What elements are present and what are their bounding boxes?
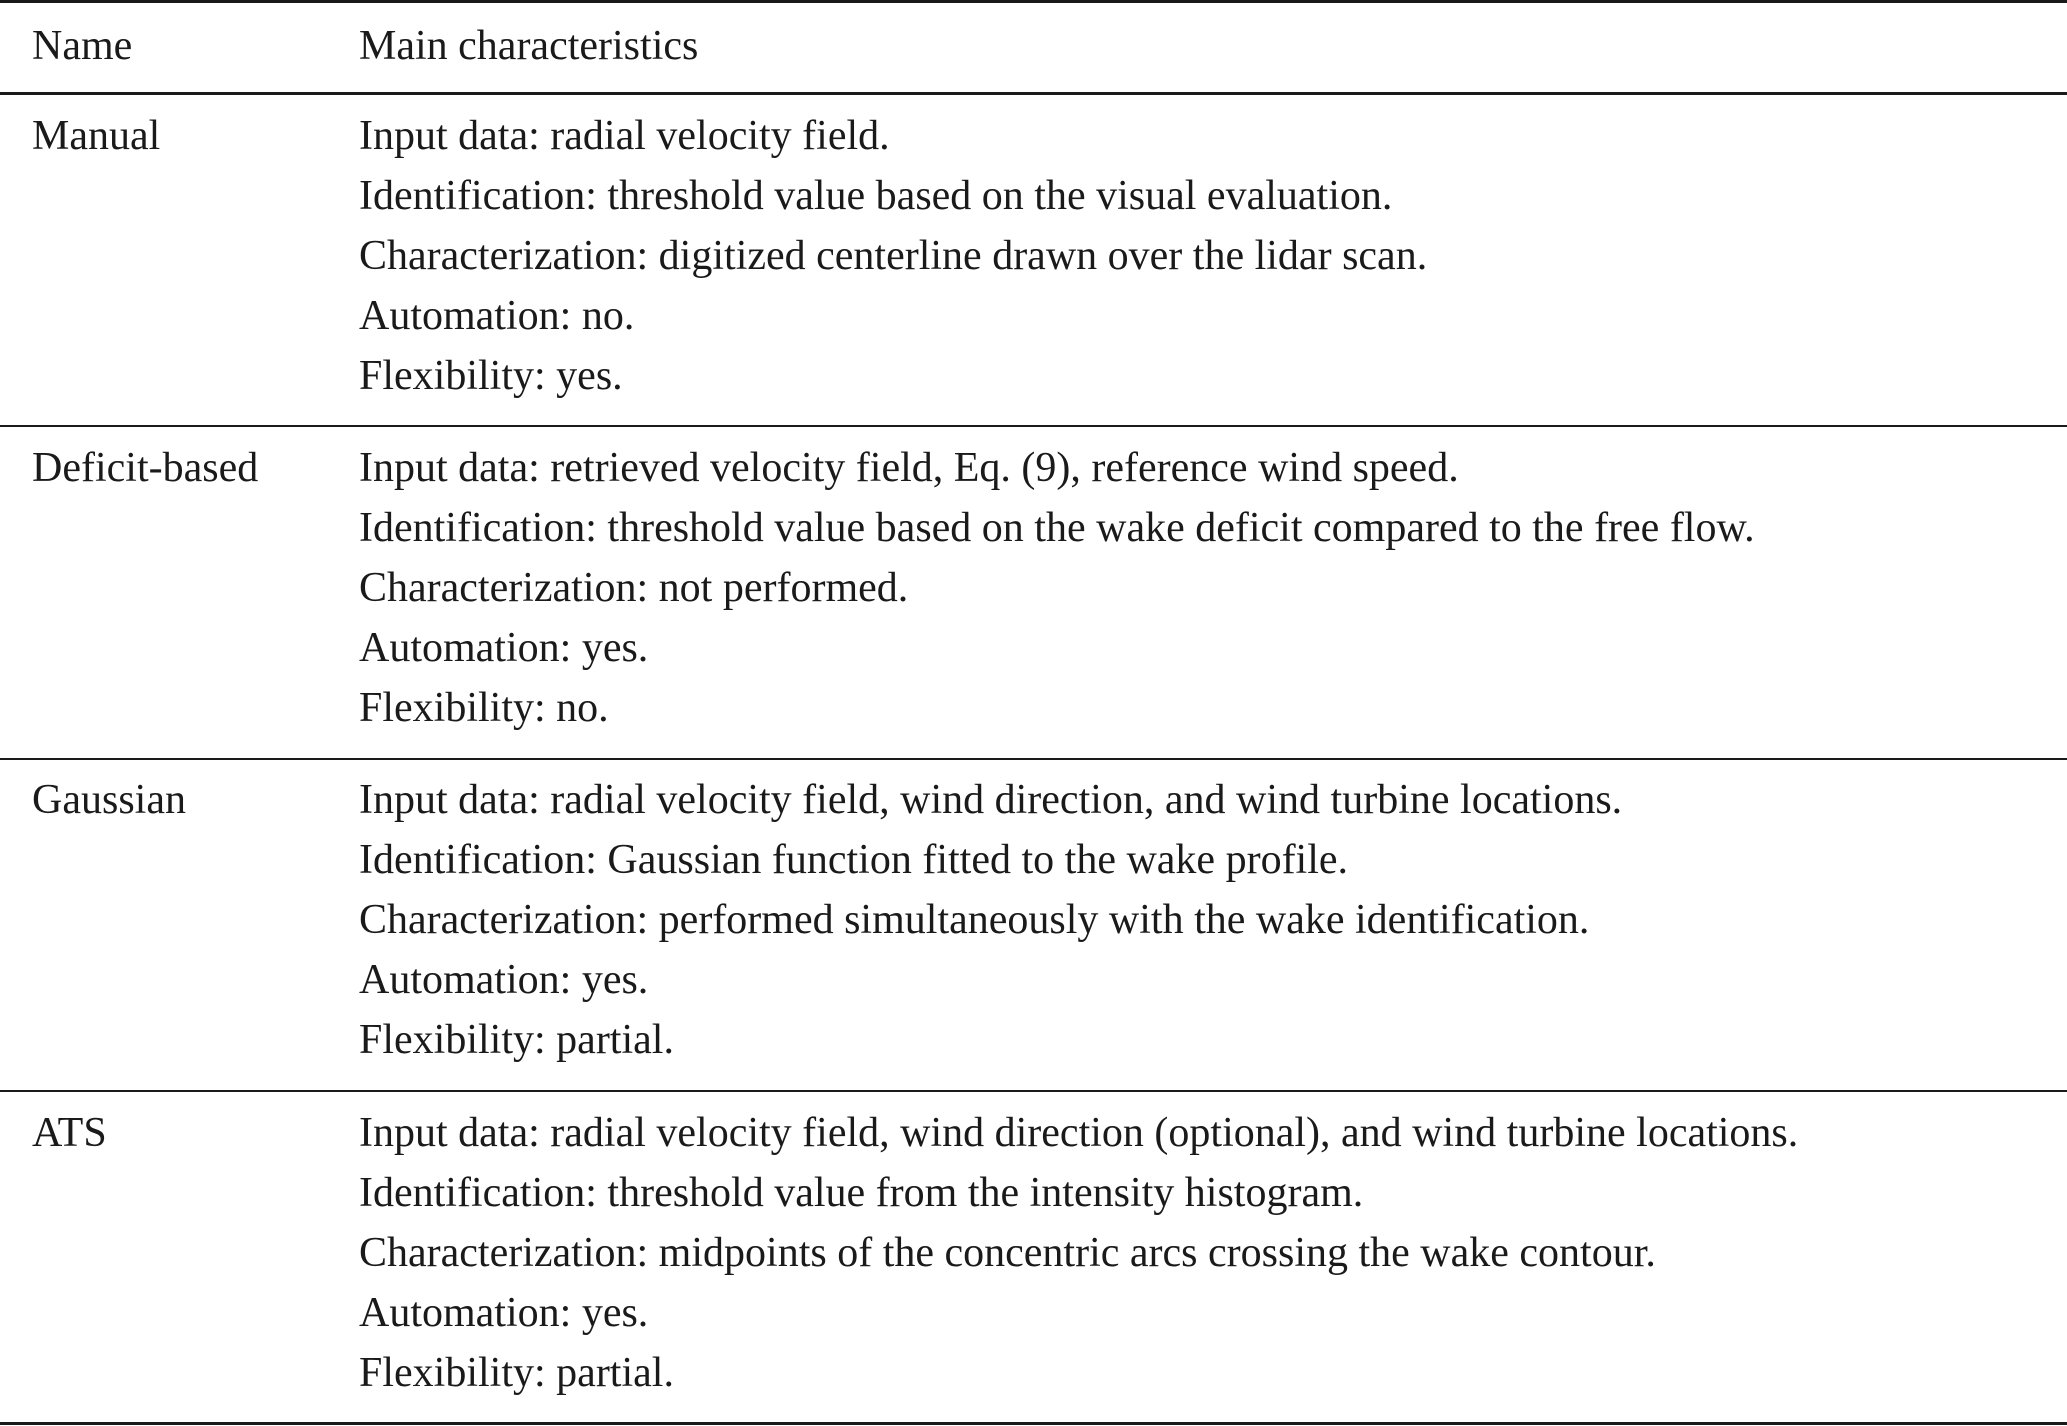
row-name: Manual bbox=[32, 113, 161, 159]
characteristic-line: Identification: threshold value based on the visual evaluation. bbox=[359, 173, 1393, 219]
table-header-rule bbox=[0, 92, 2067, 95]
characteristic-line: Flexibility: partial. bbox=[359, 1350, 674, 1396]
characteristic-line: Automation: yes. bbox=[359, 625, 649, 671]
row-characteristics bbox=[359, 438, 1755, 738]
characteristic-line: Input data: retrieved velocity field, Eq. (9), reference wind speed. bbox=[359, 445, 1459, 491]
row-divider bbox=[0, 1090, 2067, 1092]
row-characteristics bbox=[359, 1103, 1798, 1403]
characteristic-line: Input data: radial velocity field. bbox=[359, 113, 890, 159]
table-top-rule bbox=[0, 0, 2067, 3]
characteristic-line: Input data: radial velocity field, wind direction, and wind turbine locations. bbox=[359, 777, 1623, 823]
row-characteristics bbox=[359, 106, 1427, 406]
characteristic-line: Flexibility: no. bbox=[359, 685, 609, 731]
characteristic-line: Flexibility: yes. bbox=[359, 353, 623, 399]
row-name: Gaussian bbox=[32, 777, 186, 823]
characteristic-line: Identification: threshold value from the intensity histogram. bbox=[359, 1170, 1364, 1216]
characteristic-line: Characterization: digitized centerline drawn over the lidar scan. bbox=[359, 233, 1428, 279]
characteristic-line: Characterization: performed simultaneously with the wake identification. bbox=[359, 897, 1590, 943]
row-name: ATS bbox=[32, 1110, 107, 1156]
row-divider bbox=[0, 758, 2067, 760]
row-name: Deficit-based bbox=[32, 445, 259, 491]
header-characteristics: Main characteristics bbox=[359, 23, 699, 69]
characteristic-line: Characterization: not performed. bbox=[359, 565, 909, 611]
characteristic-line: Flexibility: partial. bbox=[359, 1017, 674, 1063]
characteristic-line: Identification: Gaussian function fitted to the wake profile. bbox=[359, 837, 1349, 883]
characteristic-line: Automation: no. bbox=[359, 293, 635, 339]
characteristic-line: Input data: radial velocity field, wind direction (optional), and wind turbine locations. bbox=[359, 1110, 1799, 1156]
table-bottom-rule bbox=[0, 1422, 2067, 1425]
characteristic-line: Identification: threshold value based on the wake deficit compared to the free flow. bbox=[359, 505, 1755, 551]
characteristic-line: Characterization: midpoints of the concentric arcs crossing the wake contour. bbox=[359, 1230, 1656, 1276]
characteristic-line: Automation: yes. bbox=[359, 1290, 649, 1336]
characteristic-line: Automation: yes. bbox=[359, 957, 649, 1003]
header-name: Name bbox=[32, 23, 133, 69]
row-divider bbox=[0, 425, 2067, 427]
row-characteristics bbox=[359, 770, 1622, 1070]
